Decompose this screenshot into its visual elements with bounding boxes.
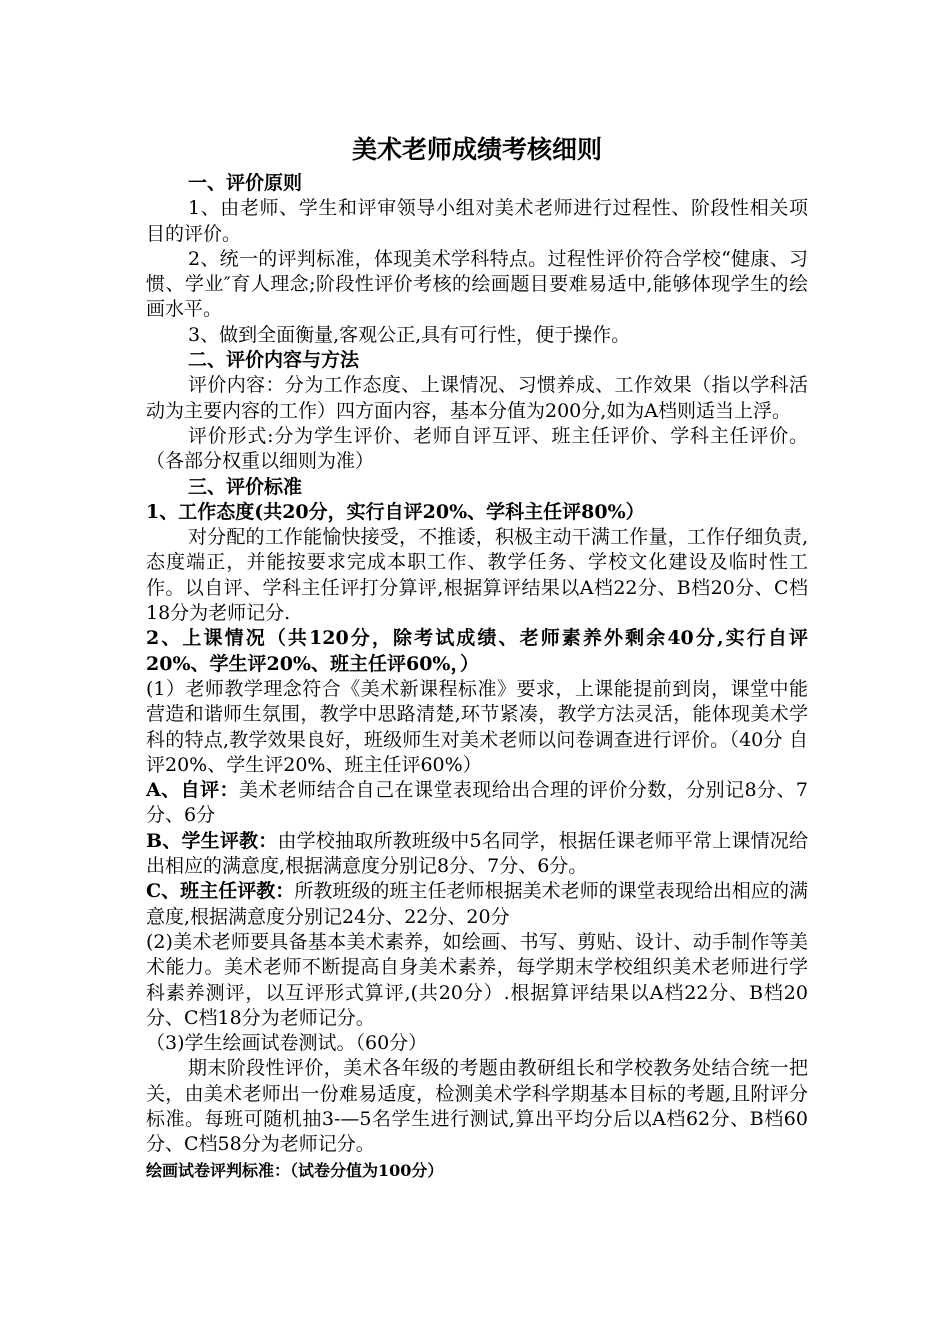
paragraph: 期末阶段性评价，美术各年级的考题由教研组长和学校教务处结合统一把关，由美术老师出一份难易适度，检测美术学科学期基本目标的考题,且附评分标准。每班可随机抽3-—5名学生进行测试,算出平均分后以A档62分、B档60分、C档58分为老师记分。 xyxy=(146,1057,808,1156)
head-teacher-evaluation-label: C、班主任评教： xyxy=(146,880,295,903)
self-evaluation-label: A、自评： xyxy=(146,779,239,802)
student-evaluation-label: B、学生评教： xyxy=(146,829,278,852)
item-heading-class-performance: 2、上课情况（共120分，除考试成绩、老师素养外剩余40分,实行自评20%、学生评20%、班主任评60%，） xyxy=(146,627,808,675)
paragraph: 评价形式:分为学生评价、老师自评互评、班主任评价、学科主任评价。（各部分权重以细则为准） xyxy=(146,424,808,473)
paragraph: (1）老师教学理念符合《美术新课程标准》要求，上课能提前到岗，课堂中能营造和谐师生氛围，教学中思路清楚,环节紧凑，教学方法灵活，能体现美术学科的特点,教学效果良好，班级师生对美术老师以问卷调查进行评价。（40分 自评20%、学生评20%、班主任评60%） xyxy=(146,677,808,776)
paragraph: 2、统一的评判标准，体现美术学科特点。过程性评价符合学校“健康、习惯、学业″育人理念;阶段性评价考核的绘画题目要难易适中,能够体现学生的绘画水平。 xyxy=(146,247,808,321)
paragraph: 3、做到全面衡量,客观公正,具有可行性，便于操作。 xyxy=(188,323,631,346)
paragraph: 对分配的工作能愉快接受，不推诿，积极主动干满工作量，工作仔细负责,态度端正，并能按要求完成本职工作、教学任务、学校文化建设及临时性工作。以自评、学科主任评打分算评,根据算评结果以A档22分、B档20分、C档18分为老师记分. xyxy=(146,526,808,625)
page-title: 美术老师成绩考核细则 xyxy=(351,135,602,164)
paragraph: (2)美术老师要具备基本美术素养，如绘画、书写、剪贴、设计、动手制作等美术能力。美术老师不断提高自身美术素养，每学期末学校组织美术老师进行学科素养测评，以互评形式算评,(共20分）.根据算评结果以A档22分、B档20分、C档18分为老师记分。 xyxy=(146,930,808,1029)
document-body xyxy=(146,133,808,1184)
self-evaluation-text: 美术老师结合自己在课堂表现给出合理的评价分数，分别记8分、7分、6分 xyxy=(146,779,808,827)
paragraph: 评价内容：分为工作态度、上课情况、习惯养成、工作效果（指以学科活动为主要内容的工作）四方面内容，基本分值为200分,如为A档则适当上浮。 xyxy=(146,374,808,422)
item-heading-work-attitude: 1、工作态度(共20分，实行自评20%、学科主任评80%） xyxy=(146,500,645,523)
section-heading-standards: 三、评价标准 xyxy=(188,475,303,498)
head-teacher-evaluation-paragraph xyxy=(146,879,808,930)
student-evaluation-paragraph xyxy=(146,829,808,880)
paragraph: 1、由老师、学生和评审领导小组对美术老师进行过程性、阶段性相关项目的评价。 xyxy=(146,197,808,245)
paragraph: （3)学生绘画试卷测试。（60分） xyxy=(146,1032,428,1055)
section-heading-principles: 一、评价原则 xyxy=(188,172,303,194)
head-teacher-evaluation-text: 所教班级的班主任老师根据美术老师的课堂表现给出相应的满意度,根据满意度分别记24分、22分、20分 xyxy=(146,880,808,928)
self-evaluation-paragraph xyxy=(146,778,808,829)
grading-standard-heading: 绘画试卷评判标准：（试卷分值为100分） xyxy=(146,1160,444,1180)
student-evaluation-text: 由学校抽取所教班级中5名同学，根据任课老师平常上课情况给出相应的满意度,根据满意度分别记8分、7分、6分。 xyxy=(146,829,808,878)
section-heading-content-methods: 二、评价内容与方法 xyxy=(188,349,360,372)
